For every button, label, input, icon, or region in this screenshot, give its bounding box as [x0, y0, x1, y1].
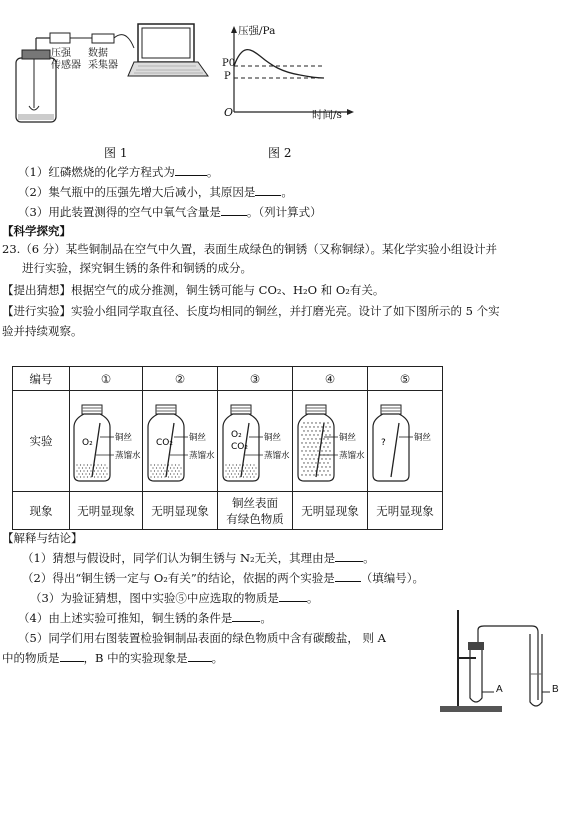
figure-2-caption: 图 2: [268, 146, 292, 160]
water-label: 蒸馏水: [339, 451, 365, 461]
jar-lid: [22, 50, 50, 59]
table-row-numbers: [13, 367, 443, 391]
test-tube-a: [470, 646, 482, 702]
experiment-number: ④: [293, 367, 368, 391]
bottle-drawing: [70, 393, 142, 489]
water-label: 蒸馏水: [115, 451, 141, 461]
test-tube-b: [530, 634, 542, 706]
phenomenon-cell: 无明显现象: [143, 492, 218, 530]
table-row-phenomena: [13, 492, 443, 530]
conclusion-4: （4）由上述实验可推知，铜生锈的条件是 。: [18, 611, 272, 625]
q22-line-1: （1）红磷燃烧的化学方程式为 。: [18, 165, 219, 179]
q23-intro-2: 进行实验，探究铜生锈的条件和铜锈的成分。: [22, 261, 252, 275]
q23-intro-1: 23.（6 分）某些铜制品在空气中久置，表面生成绿色的铜锈（又称铜绿）。某化学实验小组设计并: [2, 242, 498, 256]
figure-1-apparatus: [10, 18, 210, 130]
experiment-number: ①: [70, 367, 143, 391]
fig2-p: P: [224, 71, 231, 82]
label-a: A: [496, 684, 503, 695]
conclusion-2: （2）得出“铜生锈一定与 O₂有关”的结论，依据的两个实验是 （填编号）。: [22, 571, 425, 585]
conclusion-title: 【解释与结论】: [2, 531, 83, 545]
label-b: B: [552, 684, 559, 695]
experiment-number: ⑤: [368, 367, 443, 391]
section-title: 【科学探究】: [2, 224, 71, 238]
pressure-curve: [234, 50, 324, 78]
answer-blank: [188, 649, 212, 662]
answer-blank: [255, 183, 281, 196]
answer-blank: [221, 203, 247, 216]
sensor-label: 压强 传感器: [51, 48, 81, 71]
fig2-origin: O: [224, 106, 234, 119]
row-label-phenomenon: 现象: [13, 492, 70, 530]
collector-label: 数据 采集器: [88, 48, 118, 71]
jar-body: [16, 58, 56, 122]
bottle-cell: [293, 391, 368, 492]
laptop-screen: [138, 24, 194, 62]
bottle-drawing: [369, 393, 441, 489]
carbonate-test-apparatus: [436, 606, 561, 716]
wire-label: 铜丝: [414, 433, 432, 443]
phenomenon-cell: 无明显现象: [293, 492, 368, 530]
bottle-drawing: [219, 393, 291, 489]
gas-label: O₂: [82, 438, 93, 448]
conclusion-3: （3）为验证猜想，图中实验⑤中应选取的物质是 。: [30, 591, 319, 605]
q23-experiment-2: 验并持续观察。: [2, 324, 83, 338]
phenomenon-cell: 铜丝表面 有绿色物质: [218, 492, 293, 530]
bottle-cell: [143, 391, 218, 492]
answer-blank: [279, 589, 307, 602]
answer-blank: [232, 609, 260, 622]
pressure-sensor: [50, 33, 70, 43]
water-label: 蒸馏水: [189, 451, 215, 461]
bottle-cell: [368, 391, 443, 492]
table-row-experiments: [13, 391, 443, 492]
fig2-ylabel: 压强/Pa: [238, 25, 276, 37]
q22-line-2: （2）集气瓶中的压强先增大后减小，其原因是 。: [18, 185, 293, 199]
bottle-cell: [70, 391, 143, 492]
bottle-cell: [218, 391, 293, 492]
figure-1-caption: 图 1: [104, 146, 128, 160]
gas-label: CO₂: [156, 438, 173, 448]
data-collector: [92, 34, 114, 43]
q23-experiment-1: 【进行实验】实验小组同学取直径、长度均相同的铜丝，并打磨光亮。设计了如下图所示的 5 个实: [2, 304, 500, 318]
gas-label: CO₂: [231, 442, 248, 452]
conclusion-1: （1）猜想与假设时，同学们认为铜生锈与 N₂无关，其理由是 。: [22, 551, 375, 565]
experiment-number: ③: [218, 367, 293, 391]
laptop-keyboard: [128, 62, 208, 76]
q22-line-3: （3）用此装置测得的空气中氧气含量是 。（列计算式）: [18, 205, 322, 219]
gas-label: ?: [381, 438, 386, 448]
fig2-p0: P0: [222, 58, 236, 69]
answer-blank: [175, 163, 207, 176]
wire-label: 铜丝: [189, 433, 207, 443]
conclusion-5-line-1: （5）同学们用右图装置检验铜制品表面的绿色物质中含有碳酸盐， 则 A: [18, 631, 386, 645]
experiment-table: [12, 366, 443, 530]
answer-blank: [335, 569, 361, 582]
q23-hypothesis: 【提出猜想】根据空气的成分推测，铜生锈可能与 CO₂、H₂O 和 O₂有关。: [2, 283, 385, 297]
wire-label: 铜丝: [115, 433, 133, 443]
header-label: 编号: [13, 367, 70, 391]
phenomenon-cell: 无明显现象: [368, 492, 443, 530]
row-label-experiment: 实验: [13, 391, 70, 492]
experiment-number: ②: [143, 367, 218, 391]
bottle-drawing: [294, 393, 366, 489]
answer-blank: [60, 649, 84, 662]
fig2-xlabel: 时间/s: [312, 109, 342, 121]
bottle-drawing: [144, 393, 216, 489]
gas-label: O₂: [231, 430, 242, 440]
conclusion-5-line-2: 中的物质是 ，B 中的实验现象是 。: [2, 651, 224, 665]
iron-stand-base: [440, 706, 502, 712]
phenomenon-cell: 无明显现象: [70, 492, 143, 530]
wire-label: 铜丝: [264, 433, 282, 443]
water-label: 蒸馏水: [264, 451, 290, 461]
wire-label: 铜丝: [339, 433, 357, 443]
answer-blank: [335, 549, 363, 562]
